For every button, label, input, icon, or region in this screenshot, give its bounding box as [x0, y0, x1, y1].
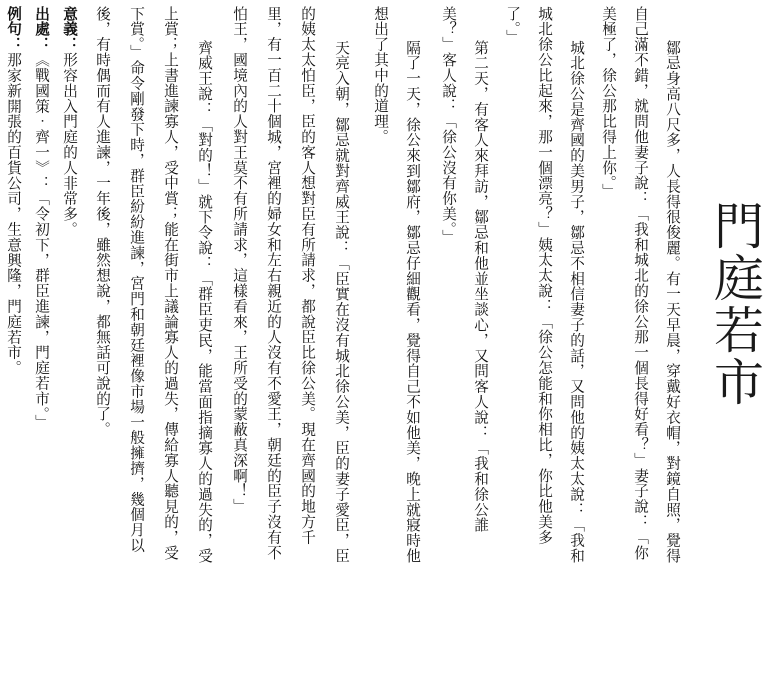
source-label: 出處： [33, 6, 50, 53]
text-column-15: 齊威王說：「對的！」就下令說：「群臣吏民，能當面指摘寡人的過失的，受 [196, 40, 213, 564]
text-column-1: 鄒忌身高八尺多，人長得很俊麗。有一天早晨，穿戴好衣帽，對鏡自照，覺得 [664, 40, 681, 564]
text-column-5: 城北徐公比起來，那一個漂亮？」姨太太說：「徐公怎能和你相比，你比他美多 [536, 6, 553, 545]
text-column-12: 的姨太太怕臣，臣的客人想對臣有所請求，都說臣比徐公美。現在齊國的地方千 [299, 6, 316, 545]
text-column-9: 隔了一天，徐公來到鄒府，鄒忌仔細觀看，覺得自己不如他美，晚上就寢時他 [404, 40, 421, 564]
text-column-3: 美極了，徐公那比得上你。」 [600, 6, 617, 199]
meaning-note [60, 6, 78, 686]
page-title: 門庭若市 [706, 200, 764, 408]
source-text: 《戰國策‧齊一》：「令初下，群臣進諫，門庭若市。」 [33, 52, 50, 430]
text-column-10: 想出了其中的道理。 [372, 6, 389, 145]
meaning-label: 意義： [61, 6, 78, 53]
text-column-13: 里，有一百二十個城，宮裡的婦女和左右親近的人沒有不愛王，朝廷的臣子沒有不 [265, 6, 282, 561]
text-column-8: 美？」客人說：「徐公沒有你美。」 [440, 6, 457, 246]
example-note [4, 6, 22, 686]
example-label: 例句： [5, 6, 22, 53]
text-column-16: 上賞；上書進諫寡人，受中賞；能在街市上議論寡人的過失，傳給寡人聽見的，受 [162, 6, 179, 561]
source-note [32, 6, 50, 686]
text-column-4: 城北徐公是齊國的美男子，鄒忌不相信妻子的話，又問他的姨太太說：「我和 [568, 40, 585, 564]
text-column-7: 第二天，有客人來拜訪，鄒忌和他並坐談心，又問客人說：「我和徐公誰 [472, 40, 489, 533]
text-column-17: 下賞。」命令剛發下時，群臣紛紛進諫，宮門和朝廷裡像市場一般擁擠，幾個月以 [128, 6, 145, 554]
text-column-14: 怕王，國境內的人對王莫不有所請求，這樣看來，王所受的蒙蔽真深啊！」 [231, 6, 248, 515]
example-text: 那家新開張的百貨公司，生意興隆，門庭若市。 [5, 52, 22, 376]
text-column-18: 後，有時偶而有人進諫，一年後，雖然想說，都無話可說的了。 [94, 6, 111, 438]
text-column-6: 了。」 [504, 6, 521, 45]
text-column-11: 天亮入朝，鄒忌就對齊威王說：「臣實在沒有城北徐公美，臣的妻子愛臣，臣 [333, 40, 350, 564]
text-column-2: 自己滿不錯，就問他妻子說：「我和城北的徐公那一個長得好看？」妻子說：「你 [632, 6, 649, 561]
meaning-text: 形容出入門庭的人非常多。 [61, 52, 78, 238]
